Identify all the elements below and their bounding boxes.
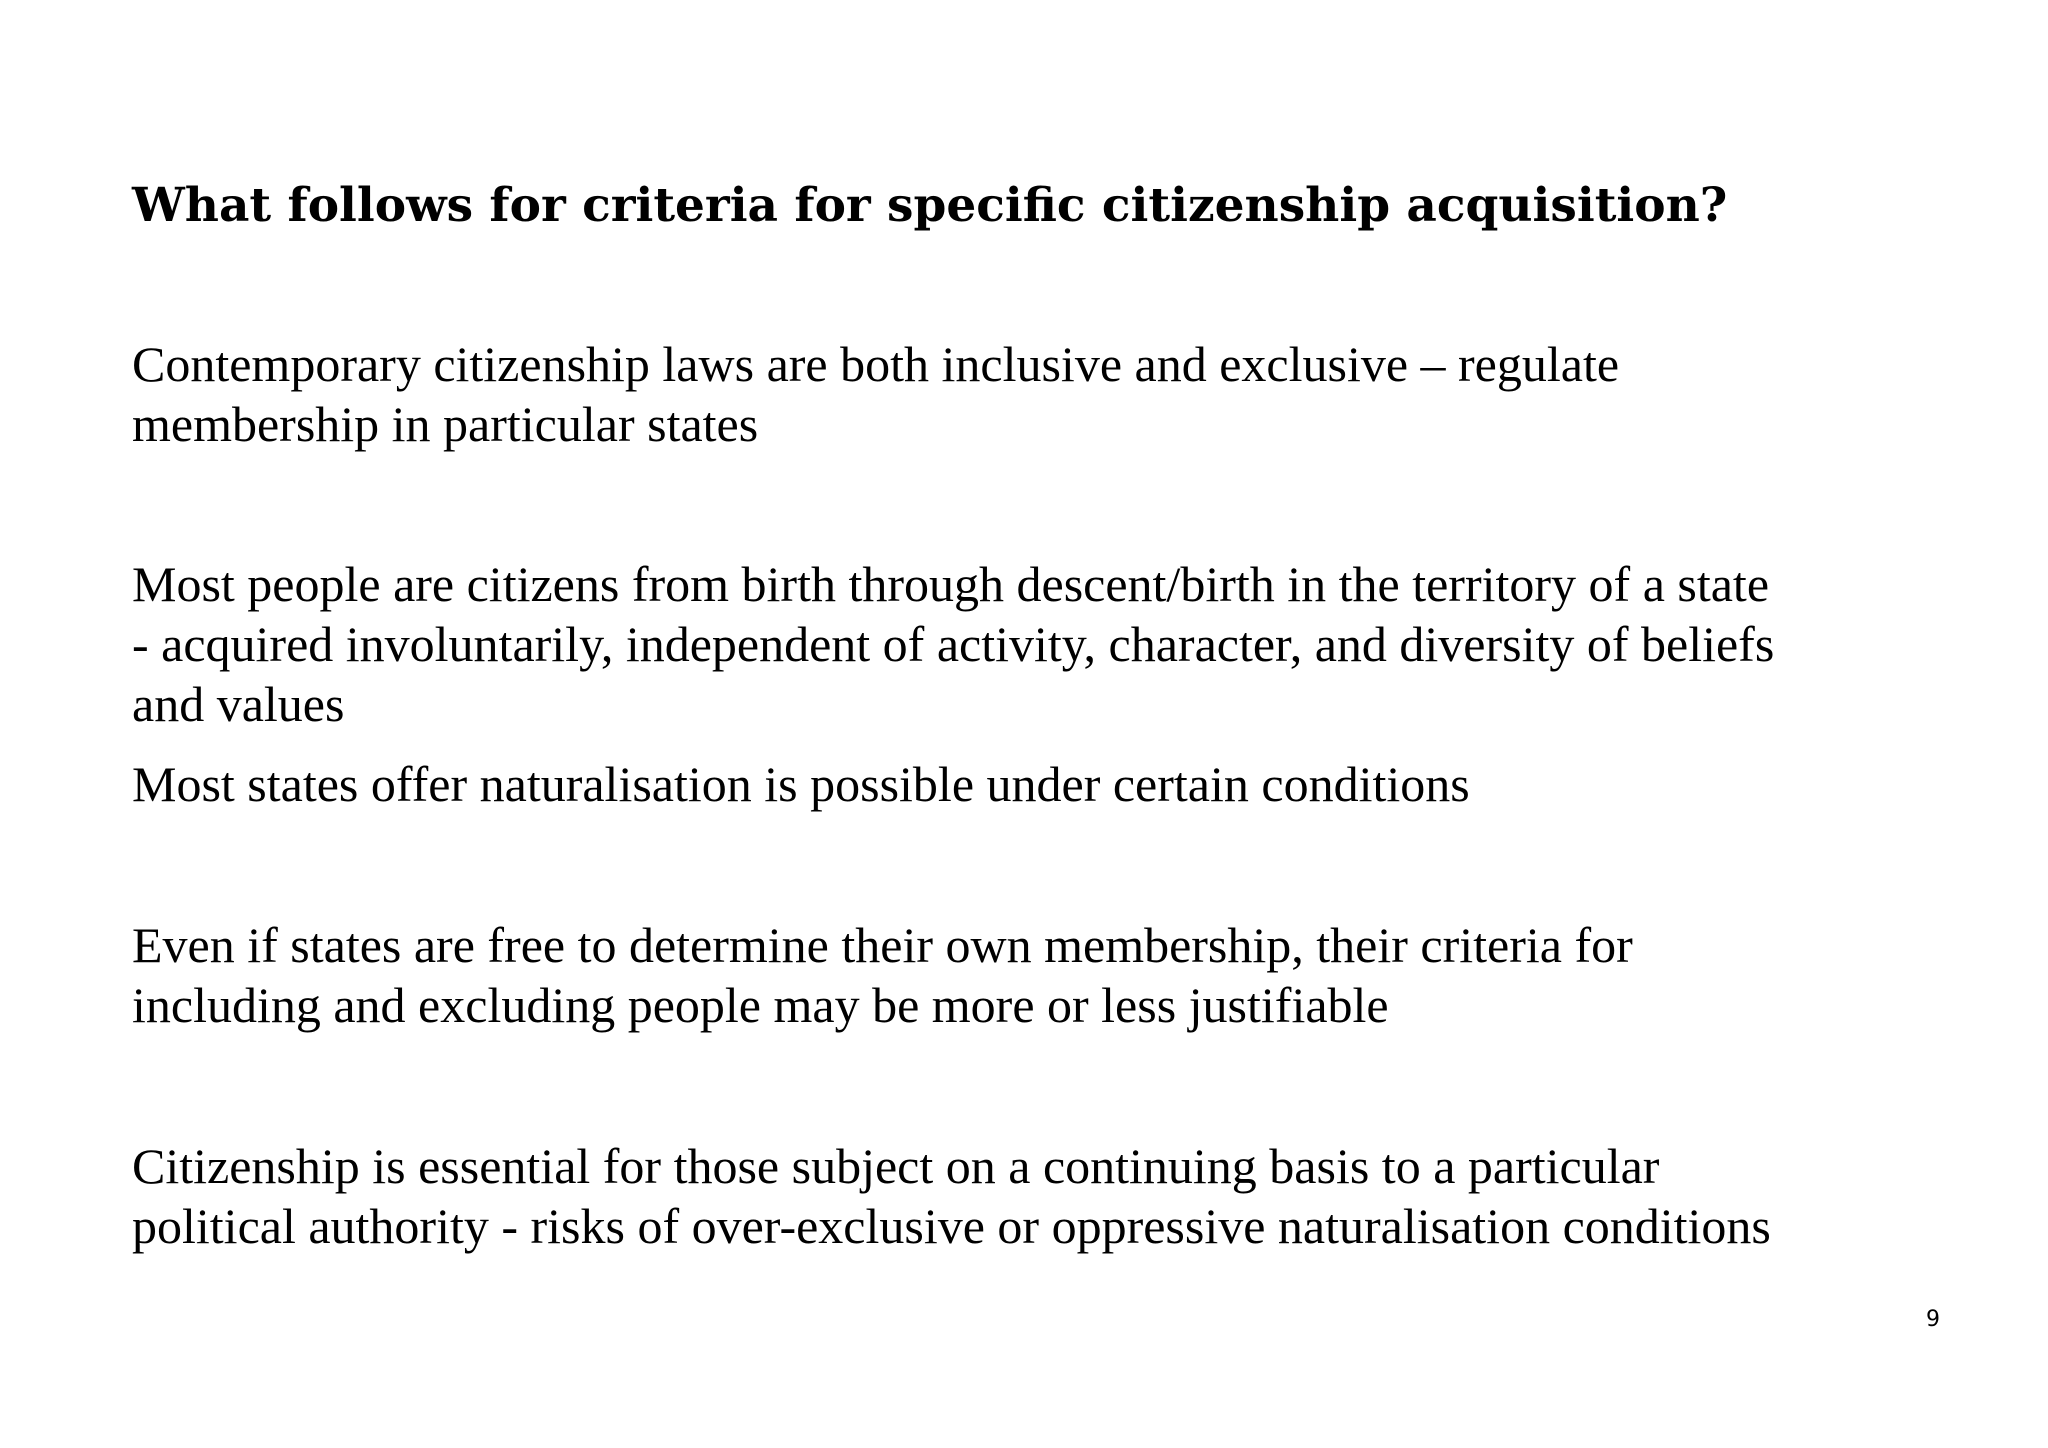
paragraph-line: political authority - risks of over-exclusive or oppressive naturalisation conditions: [132, 1198, 1771, 1254]
paragraph-membership-criteria: [132, 915, 1942, 1035]
paragraph-line: Contemporary citizenship laws are both inclusive and exclusive – regulate: [132, 336, 1620, 392]
paragraph-naturalisation: [132, 754, 1942, 814]
paragraph-line: membership in particular states: [132, 396, 759, 452]
paragraph-line: including and excluding people may be more or less justifiable: [132, 977, 1389, 1033]
paragraph-line: Most states offer naturalisation is possible under certain conditions: [132, 756, 1470, 812]
paragraph-citizens-from-birth: [132, 554, 1942, 734]
paragraph-citizenship-laws: [132, 334, 1942, 454]
paragraph-citizenship-essential: [132, 1136, 1942, 1256]
paragraph-line: Citizenship is essential for those subject on a continuing basis to a particular: [132, 1138, 1660, 1194]
paragraph-line: Most people are citizens from birth through descent/birth in the territory of a state: [132, 556, 1770, 612]
paragraph-line: Even if states are free to determine their own membership, their criteria for: [132, 917, 1633, 973]
page-number: 9: [1926, 1307, 1940, 1332]
slide-title: What follows for criteria for specific citizenship acquisition?: [132, 178, 1728, 233]
paragraph-line: and values: [132, 676, 345, 732]
paragraph-line: - acquired involuntarily, independent of activity, character, and diversity of beliefs: [132, 616, 1775, 672]
